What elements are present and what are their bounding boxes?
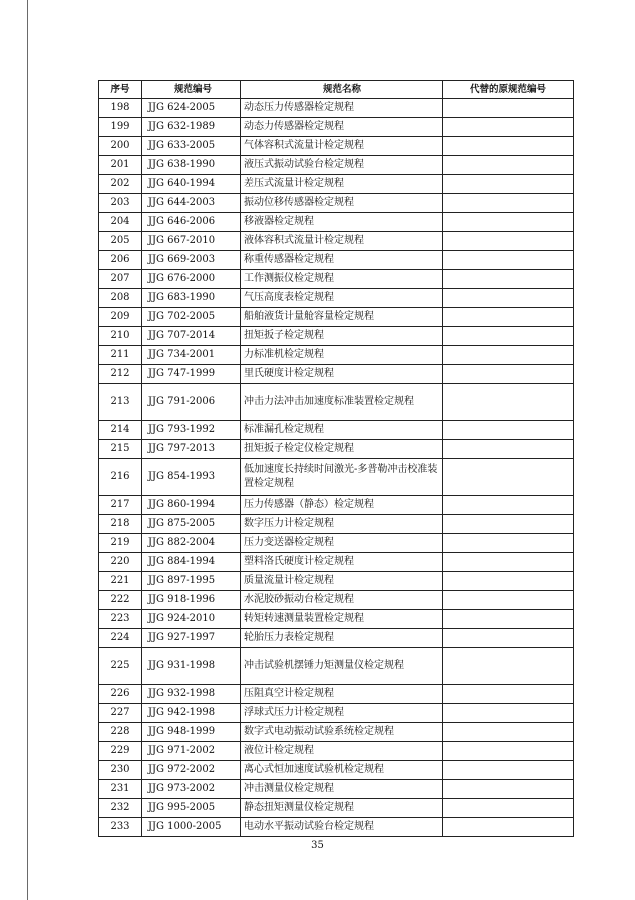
row-code: JJG 972-2002 (142, 761, 241, 780)
row-code: JJG 707-2014 (142, 327, 241, 346)
row-code: JJG 633-2005 (142, 137, 241, 156)
row-name: 里氏硬度计检定规程 (241, 365, 443, 384)
row-code: JJG 667-2010 (142, 232, 241, 251)
row-name: 水泥胶砂振动台检定规程 (241, 591, 443, 610)
row-serial: 204 (99, 213, 142, 232)
row-code: JJG 932-1998 (142, 685, 241, 704)
row-code: JJG 702-2005 (142, 308, 241, 327)
table-row (99, 723, 574, 742)
row-replaced (443, 251, 574, 270)
table-row (99, 270, 574, 289)
row-replaced (443, 365, 574, 384)
row-name: 质量流量计检定规程 (241, 572, 443, 591)
row-serial: 232 (99, 799, 142, 818)
row-replaced (443, 685, 574, 704)
row-name: 振动位移传感器检定规程 (241, 194, 443, 213)
row-code: JJG 793-1992 (142, 421, 241, 440)
row-name: 转矩转速测量装置检定规程 (241, 610, 443, 629)
row-name: 扭矩扳子检定仪检定规程 (241, 440, 443, 459)
table-row (99, 346, 574, 365)
table-row (99, 232, 574, 251)
row-replaced (443, 629, 574, 648)
row-replaced (443, 440, 574, 459)
row-serial: 218 (99, 515, 142, 534)
row-code: JJG 897-1995 (142, 572, 241, 591)
row-replaced (443, 515, 574, 534)
table-row (99, 99, 574, 118)
table-row (99, 251, 574, 270)
row-name: 动态压力传感器检定规程 (241, 99, 443, 118)
row-replaced (443, 270, 574, 289)
row-name: 标准漏孔检定规程 (241, 421, 443, 440)
table-row (99, 459, 574, 496)
row-serial: 220 (99, 553, 142, 572)
row-serial: 229 (99, 742, 142, 761)
table-row (99, 118, 574, 137)
row-serial: 203 (99, 194, 142, 213)
table-row (99, 704, 574, 723)
row-replaced (443, 572, 574, 591)
row-name: 浮球式压力计检定规程 (241, 704, 443, 723)
row-replaced (443, 761, 574, 780)
row-replaced (443, 156, 574, 175)
row-replaced (443, 780, 574, 799)
table-row (99, 496, 574, 515)
row-code: JJG 973-2002 (142, 780, 241, 799)
row-name: 数字式电动振动试验系统检定规程 (241, 723, 443, 742)
row-serial: 206 (99, 251, 142, 270)
row-code: JJG 669-2003 (142, 251, 241, 270)
row-name: 称重传感器检定规程 (241, 251, 443, 270)
table-row (99, 685, 574, 704)
table-row (99, 421, 574, 440)
row-serial: 202 (99, 175, 142, 194)
row-serial: 198 (99, 99, 142, 118)
row-code: JJG 882-2004 (142, 534, 241, 553)
table-row (99, 553, 574, 572)
row-code: JJG 931-1998 (142, 648, 241, 685)
row-replaced (443, 496, 574, 515)
row-name: 差压式流量计检定规程 (241, 175, 443, 194)
row-name: 轮胎压力表检定规程 (241, 629, 443, 648)
table-row (99, 591, 574, 610)
row-code: JJG 797-2013 (142, 440, 241, 459)
row-serial: 215 (99, 440, 142, 459)
table-row (99, 194, 574, 213)
row-replaced (443, 818, 574, 837)
row-name: 数字压力计检定规程 (241, 515, 443, 534)
row-replaced (443, 118, 574, 137)
row-code: JJG 734-2001 (142, 346, 241, 365)
row-serial: 214 (99, 421, 142, 440)
row-replaced (443, 346, 574, 365)
row-code: JJG 948-1999 (142, 723, 241, 742)
row-replaced (443, 610, 574, 629)
row-serial: 207 (99, 270, 142, 289)
row-code: JJG 632-1989 (142, 118, 241, 137)
row-replaced (443, 648, 574, 685)
row-code: JJG 924-2010 (142, 610, 241, 629)
row-name: 冲击测量仪检定规程 (241, 780, 443, 799)
row-serial: 223 (99, 610, 142, 629)
row-code: JJG 644-2003 (142, 194, 241, 213)
row-serial: 222 (99, 591, 142, 610)
row-replaced (443, 194, 574, 213)
row-serial: 210 (99, 327, 142, 346)
table-row (99, 572, 574, 591)
row-name: 液压式振动试验台检定规程 (241, 156, 443, 175)
table-row (99, 289, 574, 308)
row-name: 电动水平振动试验台检定规程 (241, 818, 443, 837)
table-row (99, 175, 574, 194)
table-row (99, 648, 574, 685)
table-body (99, 99, 574, 837)
row-code: JJG 884-1994 (142, 553, 241, 572)
row-code: JJG 918-1996 (142, 591, 241, 610)
header-replaced: 代替的原规范编号 (443, 81, 574, 99)
row-replaced (443, 308, 574, 327)
row-serial: 231 (99, 780, 142, 799)
row-name: 低加速度长持续时间激光-多普勒冲击校准装置检定规程 (241, 459, 443, 496)
table-row (99, 440, 574, 459)
row-name: 压阻真空计检定规程 (241, 685, 443, 704)
row-replaced (443, 799, 574, 818)
table-row (99, 742, 574, 761)
row-serial: 200 (99, 137, 142, 156)
row-code: JJG 638-1990 (142, 156, 241, 175)
row-code: JJG 854-1993 (142, 459, 241, 496)
row-serial: 221 (99, 572, 142, 591)
table-row (99, 799, 574, 818)
row-serial: 201 (99, 156, 142, 175)
page-number: 35 (311, 840, 324, 851)
regulation-table (98, 80, 574, 837)
table-row (99, 365, 574, 384)
table-row (99, 818, 574, 837)
row-name: 液体容积式流量计检定规程 (241, 232, 443, 251)
row-name: 船舶液货计量舱容量检定规程 (241, 308, 443, 327)
row-serial: 209 (99, 308, 142, 327)
binding-line (27, 0, 28, 900)
row-replaced (443, 591, 574, 610)
row-serial: 226 (99, 685, 142, 704)
row-code: JJG 624-2005 (142, 99, 241, 118)
row-replaced (443, 421, 574, 440)
row-serial: 230 (99, 761, 142, 780)
row-code: JJG 971-2002 (142, 742, 241, 761)
row-serial: 228 (99, 723, 142, 742)
row-code: JJG 646-2006 (142, 213, 241, 232)
row-name: 力标准机检定规程 (241, 346, 443, 365)
row-code: JJG 927-1997 (142, 629, 241, 648)
row-code: JJG 942-1998 (142, 704, 241, 723)
row-serial: 224 (99, 629, 142, 648)
row-code: JJG 683-1990 (142, 289, 241, 308)
row-name: 静态扭矩测量仪检定规程 (241, 799, 443, 818)
row-name: 工作测振仪检定规程 (241, 270, 443, 289)
row-code: JJG 1000-2005 (142, 818, 241, 837)
table-row (99, 534, 574, 553)
row-name: 气体容积式流量计检定规程 (241, 137, 443, 156)
row-serial: 212 (99, 365, 142, 384)
table-header-row (99, 81, 574, 99)
row-code: JJG 860-1994 (142, 496, 241, 515)
table-row (99, 761, 574, 780)
row-name: 塑料洛氏硬度计检定规程 (241, 553, 443, 572)
row-replaced (443, 289, 574, 308)
row-serial: 233 (99, 818, 142, 837)
table-row (99, 137, 574, 156)
row-replaced (443, 327, 574, 346)
row-name: 扭矩扳子检定规程 (241, 327, 443, 346)
row-replaced (443, 723, 574, 742)
row-name: 冲击试验机摆锤力矩测量仪检定规程 (241, 648, 443, 685)
row-serial: 227 (99, 704, 142, 723)
row-name: 气压高度表检定规程 (241, 289, 443, 308)
table-row (99, 156, 574, 175)
table-row (99, 515, 574, 534)
table-row (99, 610, 574, 629)
row-replaced (443, 213, 574, 232)
table-row (99, 384, 574, 421)
table-row (99, 629, 574, 648)
row-name: 动态力传感器检定规程 (241, 118, 443, 137)
row-serial: 217 (99, 496, 142, 515)
row-code: JJG 640-1994 (142, 175, 241, 194)
row-code: JJG 995-2005 (142, 799, 241, 818)
row-name: 移液器检定规程 (241, 213, 443, 232)
row-replaced (443, 232, 574, 251)
row-serial: 213 (99, 384, 142, 421)
row-serial: 208 (99, 289, 142, 308)
row-replaced (443, 99, 574, 118)
row-name: 离心式恒加速度试验机检定规程 (241, 761, 443, 780)
row-replaced (443, 175, 574, 194)
row-serial: 216 (99, 459, 142, 496)
row-replaced (443, 137, 574, 156)
header-code: 规范编号 (142, 81, 241, 99)
row-code: JJG 747-1999 (142, 365, 241, 384)
row-replaced (443, 534, 574, 553)
row-replaced (443, 553, 574, 572)
row-serial: 205 (99, 232, 142, 251)
table-row (99, 213, 574, 232)
row-name: 冲击力法冲击加速度标准装置检定规程 (241, 384, 443, 421)
row-name: 压力变送器检定规程 (241, 534, 443, 553)
row-code: JJG 791-2006 (142, 384, 241, 421)
header-name: 规范名称 (241, 81, 443, 99)
row-replaced (443, 384, 574, 421)
header-serial: 序号 (99, 81, 142, 99)
row-serial: 211 (99, 346, 142, 365)
row-code: JJG 875-2005 (142, 515, 241, 534)
row-code: JJG 676-2000 (142, 270, 241, 289)
row-name: 液位计检定规程 (241, 742, 443, 761)
row-serial: 219 (99, 534, 142, 553)
row-name: 压力传感器（静态）检定规程 (241, 496, 443, 515)
row-serial: 225 (99, 648, 142, 685)
row-replaced (443, 742, 574, 761)
table-row (99, 327, 574, 346)
row-serial: 199 (99, 118, 142, 137)
row-replaced (443, 459, 574, 496)
table-row (99, 780, 574, 799)
table-row (99, 308, 574, 327)
row-replaced (443, 704, 574, 723)
